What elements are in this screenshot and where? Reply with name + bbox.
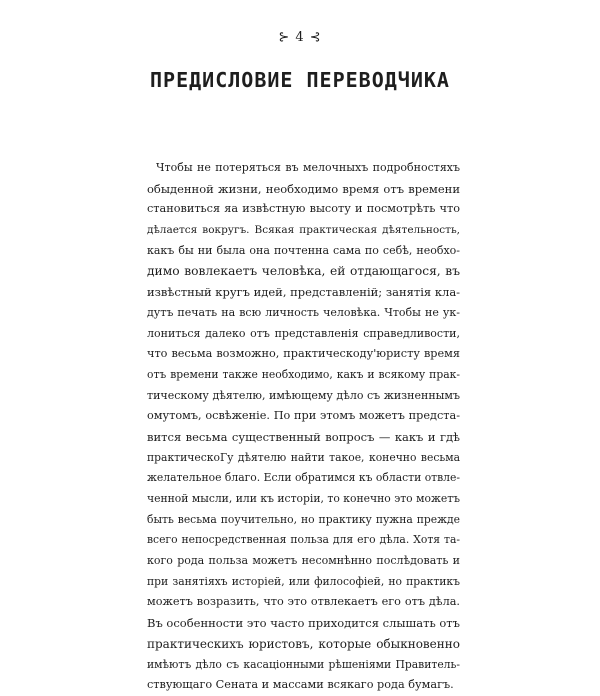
body-paragraph bbox=[147, 158, 460, 696]
text-line: отъ времени также необходимо, какъ и всякому прак- bbox=[147, 367, 460, 381]
text-line: становиться яа извѣстную высоту и посмотрѣть что bbox=[147, 202, 460, 216]
text-line: лониться далеко отъ представленія справедливости, bbox=[147, 326, 460, 340]
text-line: практическоГу дѣятелю найти такое, конечно весьма bbox=[147, 450, 460, 464]
text-line: ченной мысли, или къ исторіи, то конечно это можетъ bbox=[147, 492, 460, 505]
text-line: какъ бы ни была она почтенна сама по себѣ, необхо- bbox=[147, 243, 460, 257]
text-line: быть весьма поучительно, но практику пужна прежде bbox=[147, 512, 460, 526]
text-line: обыденной жизни, необходимо время отъ времени bbox=[147, 181, 460, 196]
text-line: Въ особенности это часто приходится слышать отъ bbox=[147, 616, 460, 631]
text-line: дутъ печать на всю личность человѣка. Чтобы не ук- bbox=[147, 305, 460, 319]
text-line: кого рода польза можетъ несомнѣнно послѣдовать и bbox=[147, 554, 460, 568]
text-line: омутомъ, освѣженіе. По при этомъ можетъ предста- bbox=[147, 409, 460, 423]
text-line: имѣютъ дѣло съ касаціонными рѣшеніями Правитель- bbox=[147, 657, 460, 671]
chapter-title: ПРЕДИСЛОВИЕ ПЕРЕВОДЧИКА bbox=[150, 68, 450, 92]
text-line: вится весьма существенный вопросъ — какъ и гдѣ bbox=[147, 429, 460, 444]
page-number: ⊱ 4 ⊰ bbox=[278, 30, 322, 45]
text-line: практическихъ юристовъ, которые обыкновенно bbox=[147, 636, 460, 651]
text-line: димо вовлекаетъ человѣка, ей отдающагося, въ bbox=[147, 264, 460, 279]
text-line: тическому дѣятелю, имѣющему дѣло съ жизненнымъ bbox=[147, 388, 460, 402]
text-line: извѣстный кругъ идей, представленій; занятія кла- bbox=[147, 285, 461, 300]
text-line: желательное благо. Если обратимся къ области отвле- bbox=[147, 471, 460, 485]
text-line: при занятіяхъ исторіей, или философіей, но практикъ bbox=[147, 574, 460, 588]
text-line: можетъ возразить, что это отвлекаетъ его отъ дѣла. bbox=[147, 595, 460, 609]
text-line: всего непосредственная польза для его дѣла. Хотя та- bbox=[147, 533, 460, 547]
text-line: дѣлается вокругъ. Всякая практическая дѣятельность, bbox=[147, 224, 460, 237]
text-line: что весьма возможно, практическоду'юристу время bbox=[147, 347, 460, 361]
text-line: ствующаго Сената и массами всякаго рода бумагъ. bbox=[147, 678, 454, 692]
text-line: Чтобы не потеряться въ мелочныхъ подробностяхъ bbox=[156, 161, 460, 174]
